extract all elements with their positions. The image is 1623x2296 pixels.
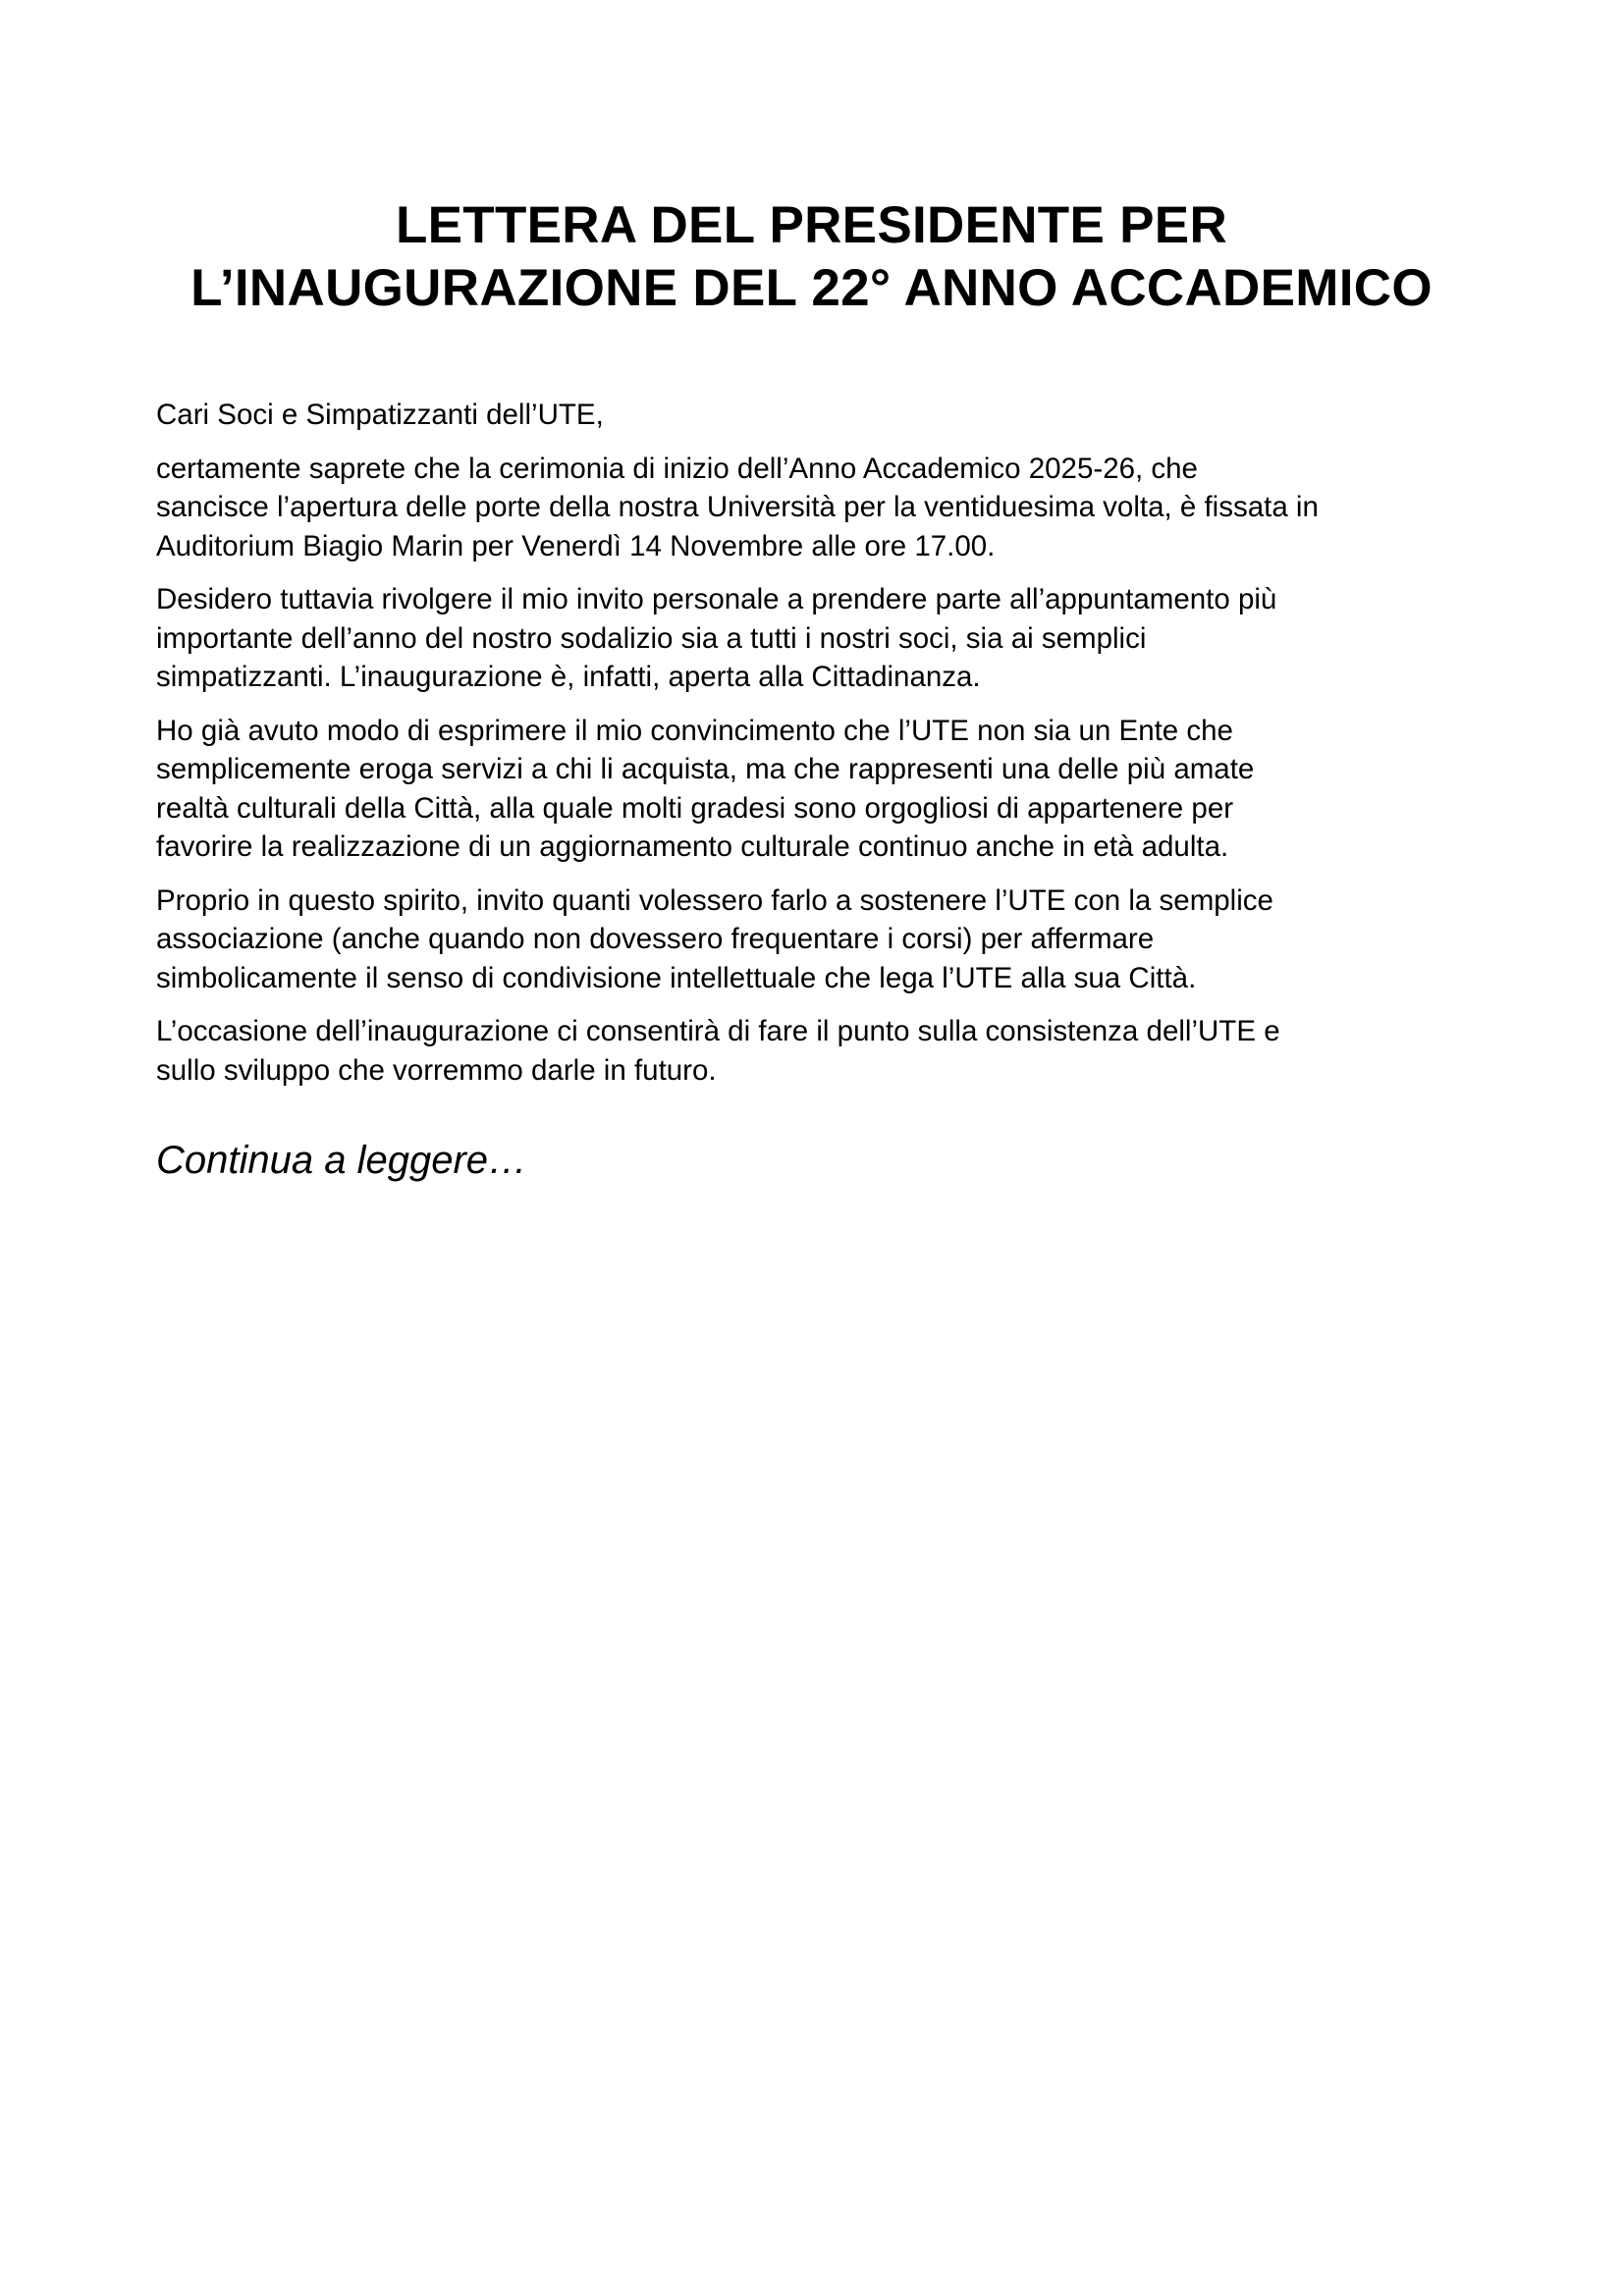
paragraph-3 (156, 712, 1472, 867)
paragraph-line: simpatizzanti. L’inaugurazione è, infatti, aperta alla Cittadinanza. (156, 661, 981, 693)
paragraph-line: Desidero tuttavia rivolgere il mio invito personale a prendere parte all’appuntamento più (156, 583, 1277, 615)
title-line-1: LETTERA DEL PRESIDENTE PER (395, 196, 1228, 254)
paragraph-4 (156, 881, 1472, 998)
paragraph-line: L’occasione dell’inaugurazione ci consentirà di fare il punto sulla consistenza dell’UTE e (156, 1015, 1280, 1047)
title-line-2: L’INAUGURAZIONE DEL 22° ANNO ACCADEMICO (190, 259, 1433, 317)
paragraph-line: Proprio in questo spirito, invito quanti volessero farlo a sostenere l’UTE con la semplice (156, 883, 1273, 917)
paragraph-line: sancisce l’apertura delle porte della nostra Università per la ventiduesima volta, è fissata in (156, 491, 1319, 523)
paragraph-line: semplicemente eroga servizi a chi li acquista, ma che rappresenti una delle più amate (156, 753, 1255, 785)
paragraph-1 (156, 450, 1472, 566)
paragraph-line: realtà culturali della Città, alla quale molti gradesi sono orgogliosi di appartenere per (156, 791, 1234, 825)
paragraph-line: Ho già avuto modo di esprimere il mio convincimento che l’UTE non sia un Ente che (156, 714, 1233, 747)
paragraph-2 (156, 580, 1472, 697)
paragraph-line: simbolicamente il senso di condivisione intellettuale che lega l’UTE alla sua Città. (156, 961, 1197, 994)
paragraph-line: favorire la realizzazione di un aggiornamento culturale continuo anche in età adulta. (156, 830, 1229, 863)
paragraph-line: importante dell’anno del nostro sodalizio sia a tutti i nostri soci, sia ai semplici (156, 621, 1147, 655)
letter-title (0, 194, 1623, 320)
paragraph-line: associazione (anche quando non dovessero frequentare i corsi) per affermare (156, 923, 1155, 955)
paragraph-line: Auditorium Biagio Marin per Venerdì 14 Novembre alle ore 17.00. (156, 529, 996, 562)
continue-reading-link[interactable]: Continua a leggere… (156, 1139, 528, 1182)
paragraph-line: certamente saprete che la cerimonia di inizio dell’Anno Accademico 2025-26, che (156, 452, 1198, 485)
paragraph-line: sullo sviluppo che vorremmo darle in futuro. (156, 1053, 717, 1087)
letter-body (156, 396, 1472, 1104)
paragraph-5 (156, 1012, 1472, 1090)
greeting: Cari Soci e Simpatizzanti dell’UTE, (156, 399, 604, 431)
